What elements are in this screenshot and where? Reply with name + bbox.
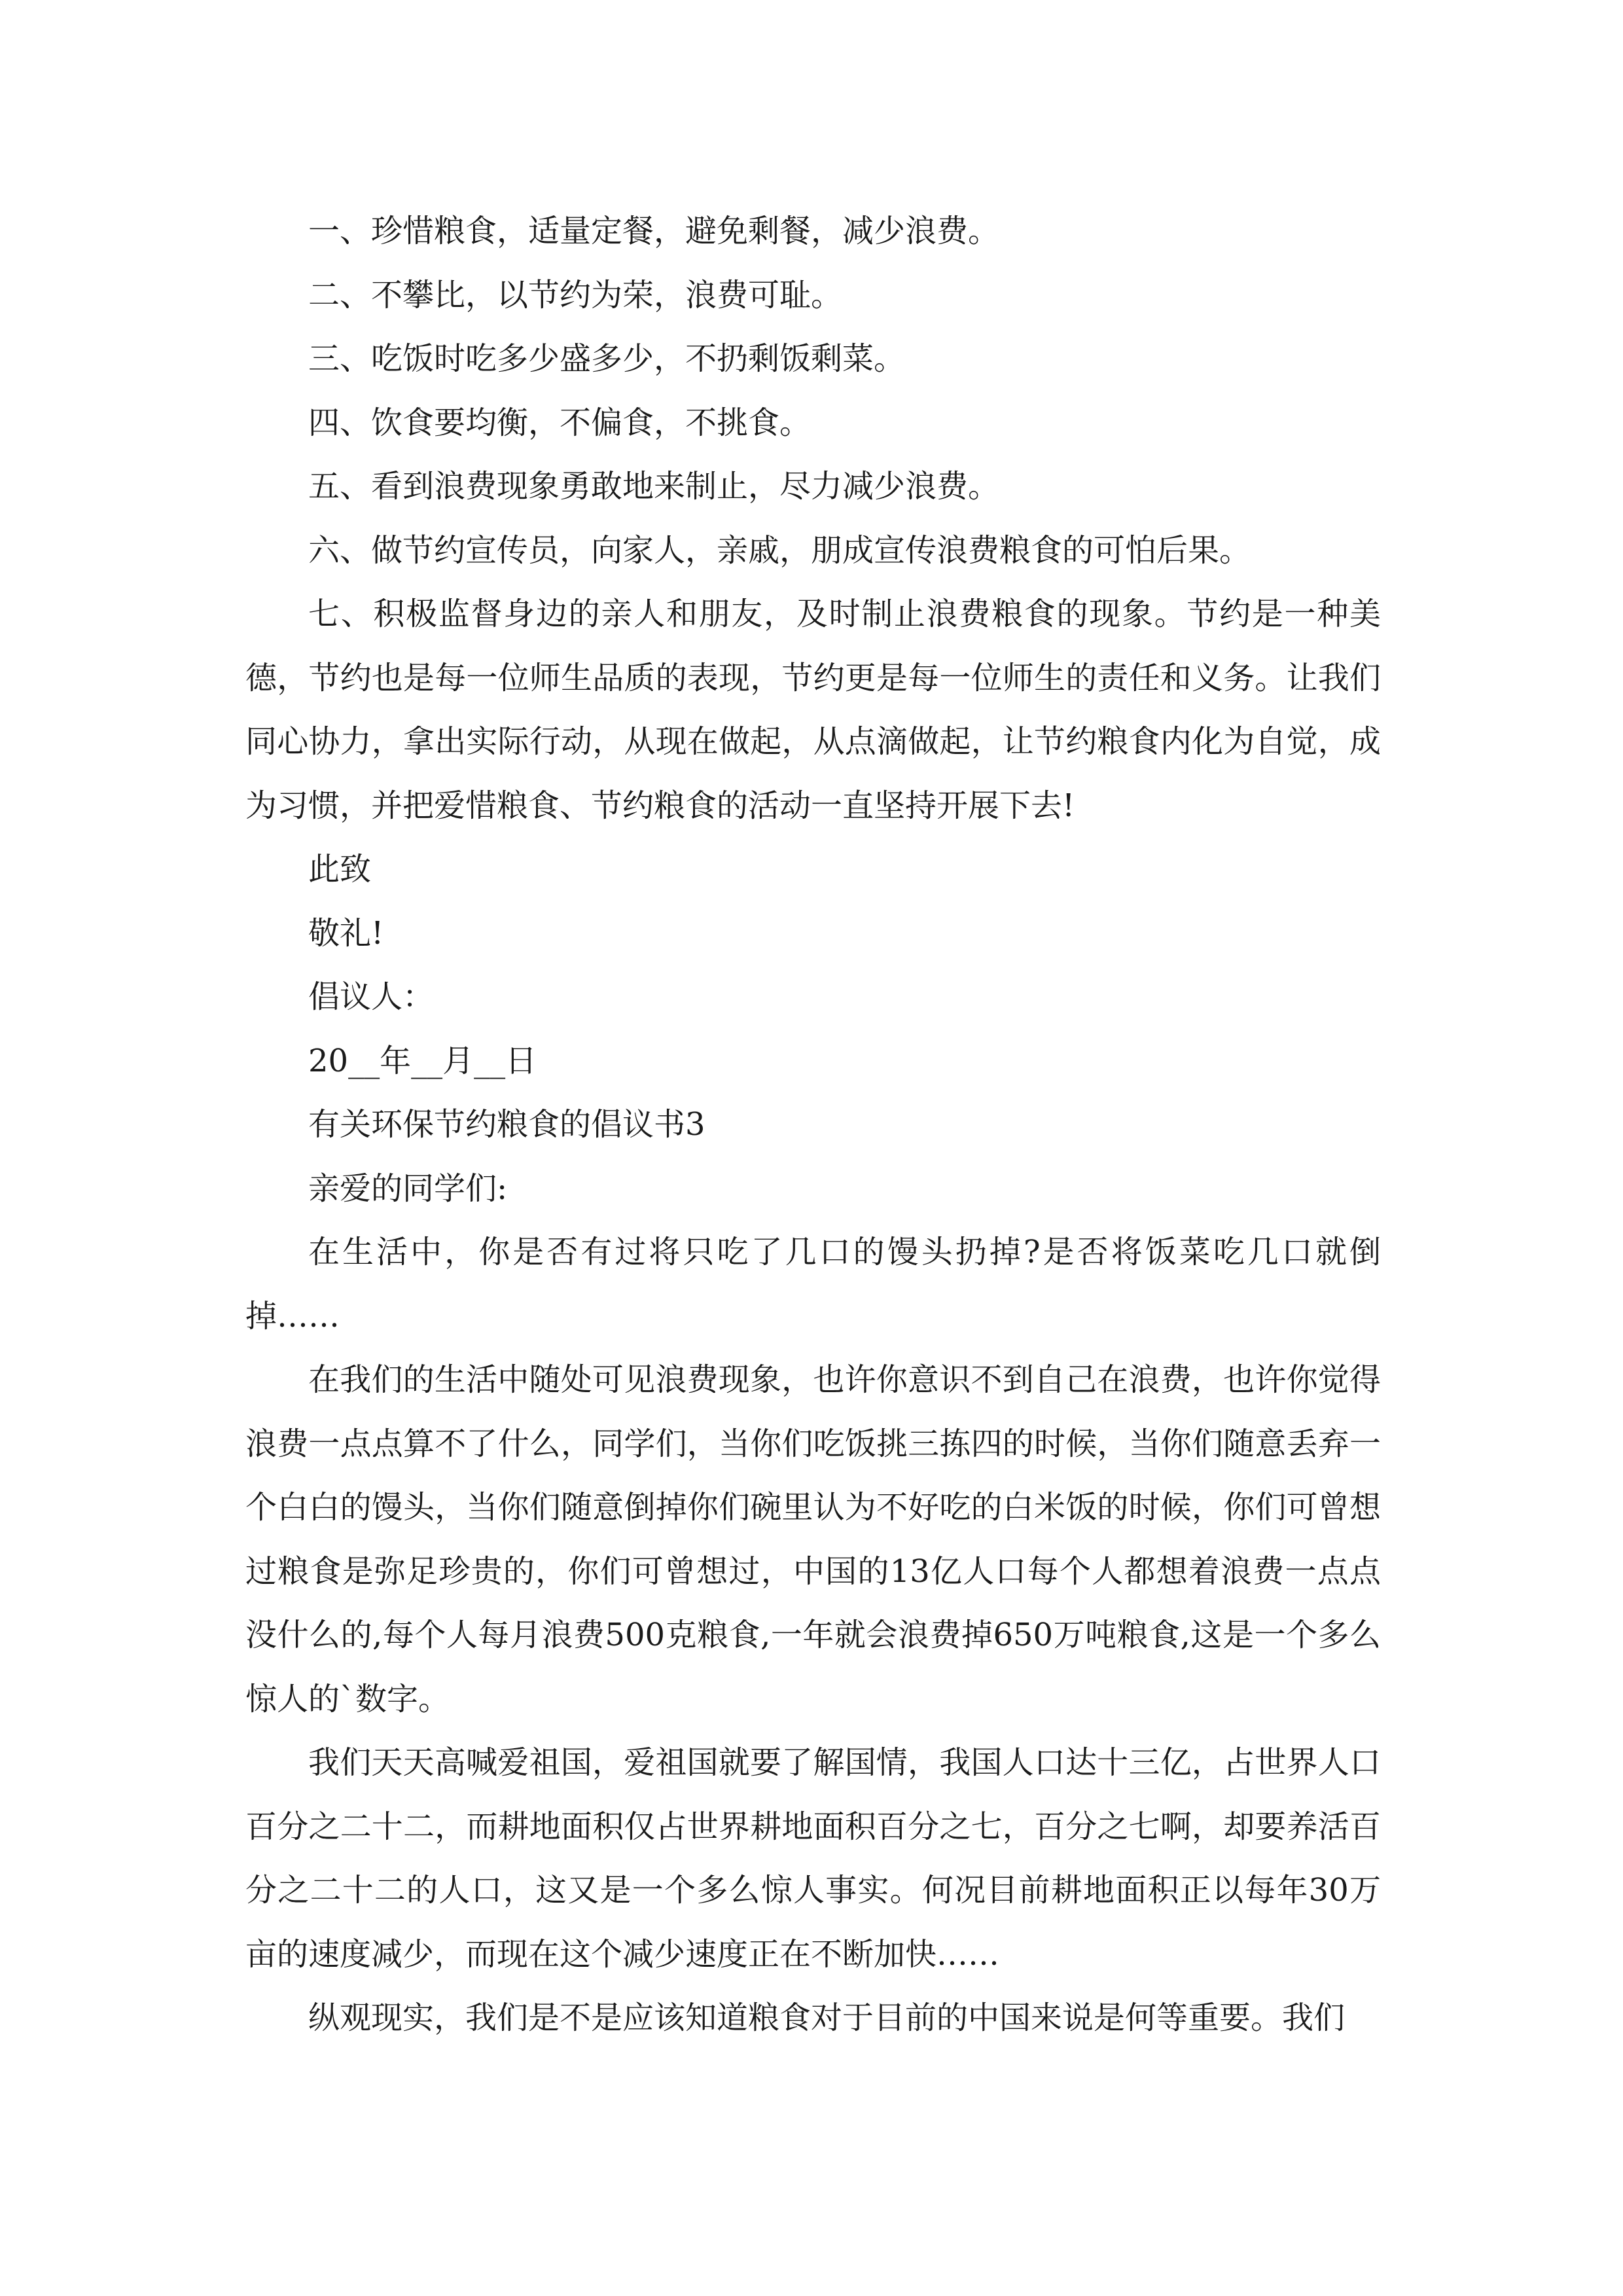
body-paragraph: 在生活中，你是否有过将只吃了几口的馒头扔掉?是否将饭菜吃几口就倒掉…… xyxy=(245,1234,1381,1335)
closing-regards: 敬礼! xyxy=(308,914,384,952)
list-item-6: 六、做节约宣传员，向家人，亲戚，朋成宣传浪费粮食的可怕后果。 xyxy=(308,531,1251,569)
list-item-2: 二、不攀比，以节约为荣，浪费可耻。 xyxy=(308,276,843,314)
list-item-7: 七、积极监督身边的亲人和朋友，及时制止浪费粮食的现象。节约是一种美德，节约也是每一位师生品质的表现，节约更是每一位师生的责任和义务。让我们同心协力，拿出实际行动，从现在做起，从点滴做起，让节约粮食内化为自觉，成为习惯，并把爱惜粮食、节约粮食的活动一直坚持开展下去! xyxy=(245,596,1381,824)
section-title: 有关环保节约粮食的倡议书3 xyxy=(308,1106,705,1143)
body-paragraph: 在我们的生活中随处可见浪费现象，也许你意识不到自己在浪费，也许你觉得浪费一点点算不了什么，同学们，当你们吃饭挑三拣四的时候，当你们随意丢弃一个白白的馒头，当你们随意倒掉你们碗里认为不好吃的白米饭的时候，你们可曾想过粮食是弥足珍贵的，你们可曾想过，中国的13亿人口每个人都想着浪费一点点没什么的,每个人每月浪费500克粮食,一年就会浪费掉650万吨粮食,这是一个多么惊人的`数字。 xyxy=(245,1361,1381,1717)
body-paragraph: 我们天天高喊爱祖国，爱祖国就要了解国情，我国人口达十三亿，占世界人口百分之二十二，而耕地面积仅占世界耕地面积百分之七，百分之七啊，却要养活百分之二十二的人口，这又是一个多么惊人事实。何况目前耕地面积正以每年30万亩的速度减少，而现在这个减少速度正在不断加快…… xyxy=(245,1744,1381,1973)
date-line: 20__年__月__日 xyxy=(308,1042,537,1079)
list-item-1: 一、珍惜粮食，适量定餐，避免剩餐，减少浪费。 xyxy=(308,213,1000,249)
body-paragraph: 纵观现实，我们是不是应该知道粮食对于目前的中国来说是何等重要。我们 xyxy=(308,2000,1346,2036)
list-item-3: 三、吃饭时吃多少盛多少，不扔剩饭剩菜。 xyxy=(308,340,906,377)
signature-line: 倡议人： xyxy=(308,978,435,1015)
list-item-4: 四、饮食要均衡，不偏食，不挑食。 xyxy=(308,404,812,441)
closing-salutation: 此致 xyxy=(308,851,372,888)
list-item-5: 五、看到浪费现象勇敢地来制止，尽力减少浪费。 xyxy=(308,468,1000,505)
document-body xyxy=(245,200,1381,2051)
greeting: 亲爱的同学们: xyxy=(308,1170,508,1207)
